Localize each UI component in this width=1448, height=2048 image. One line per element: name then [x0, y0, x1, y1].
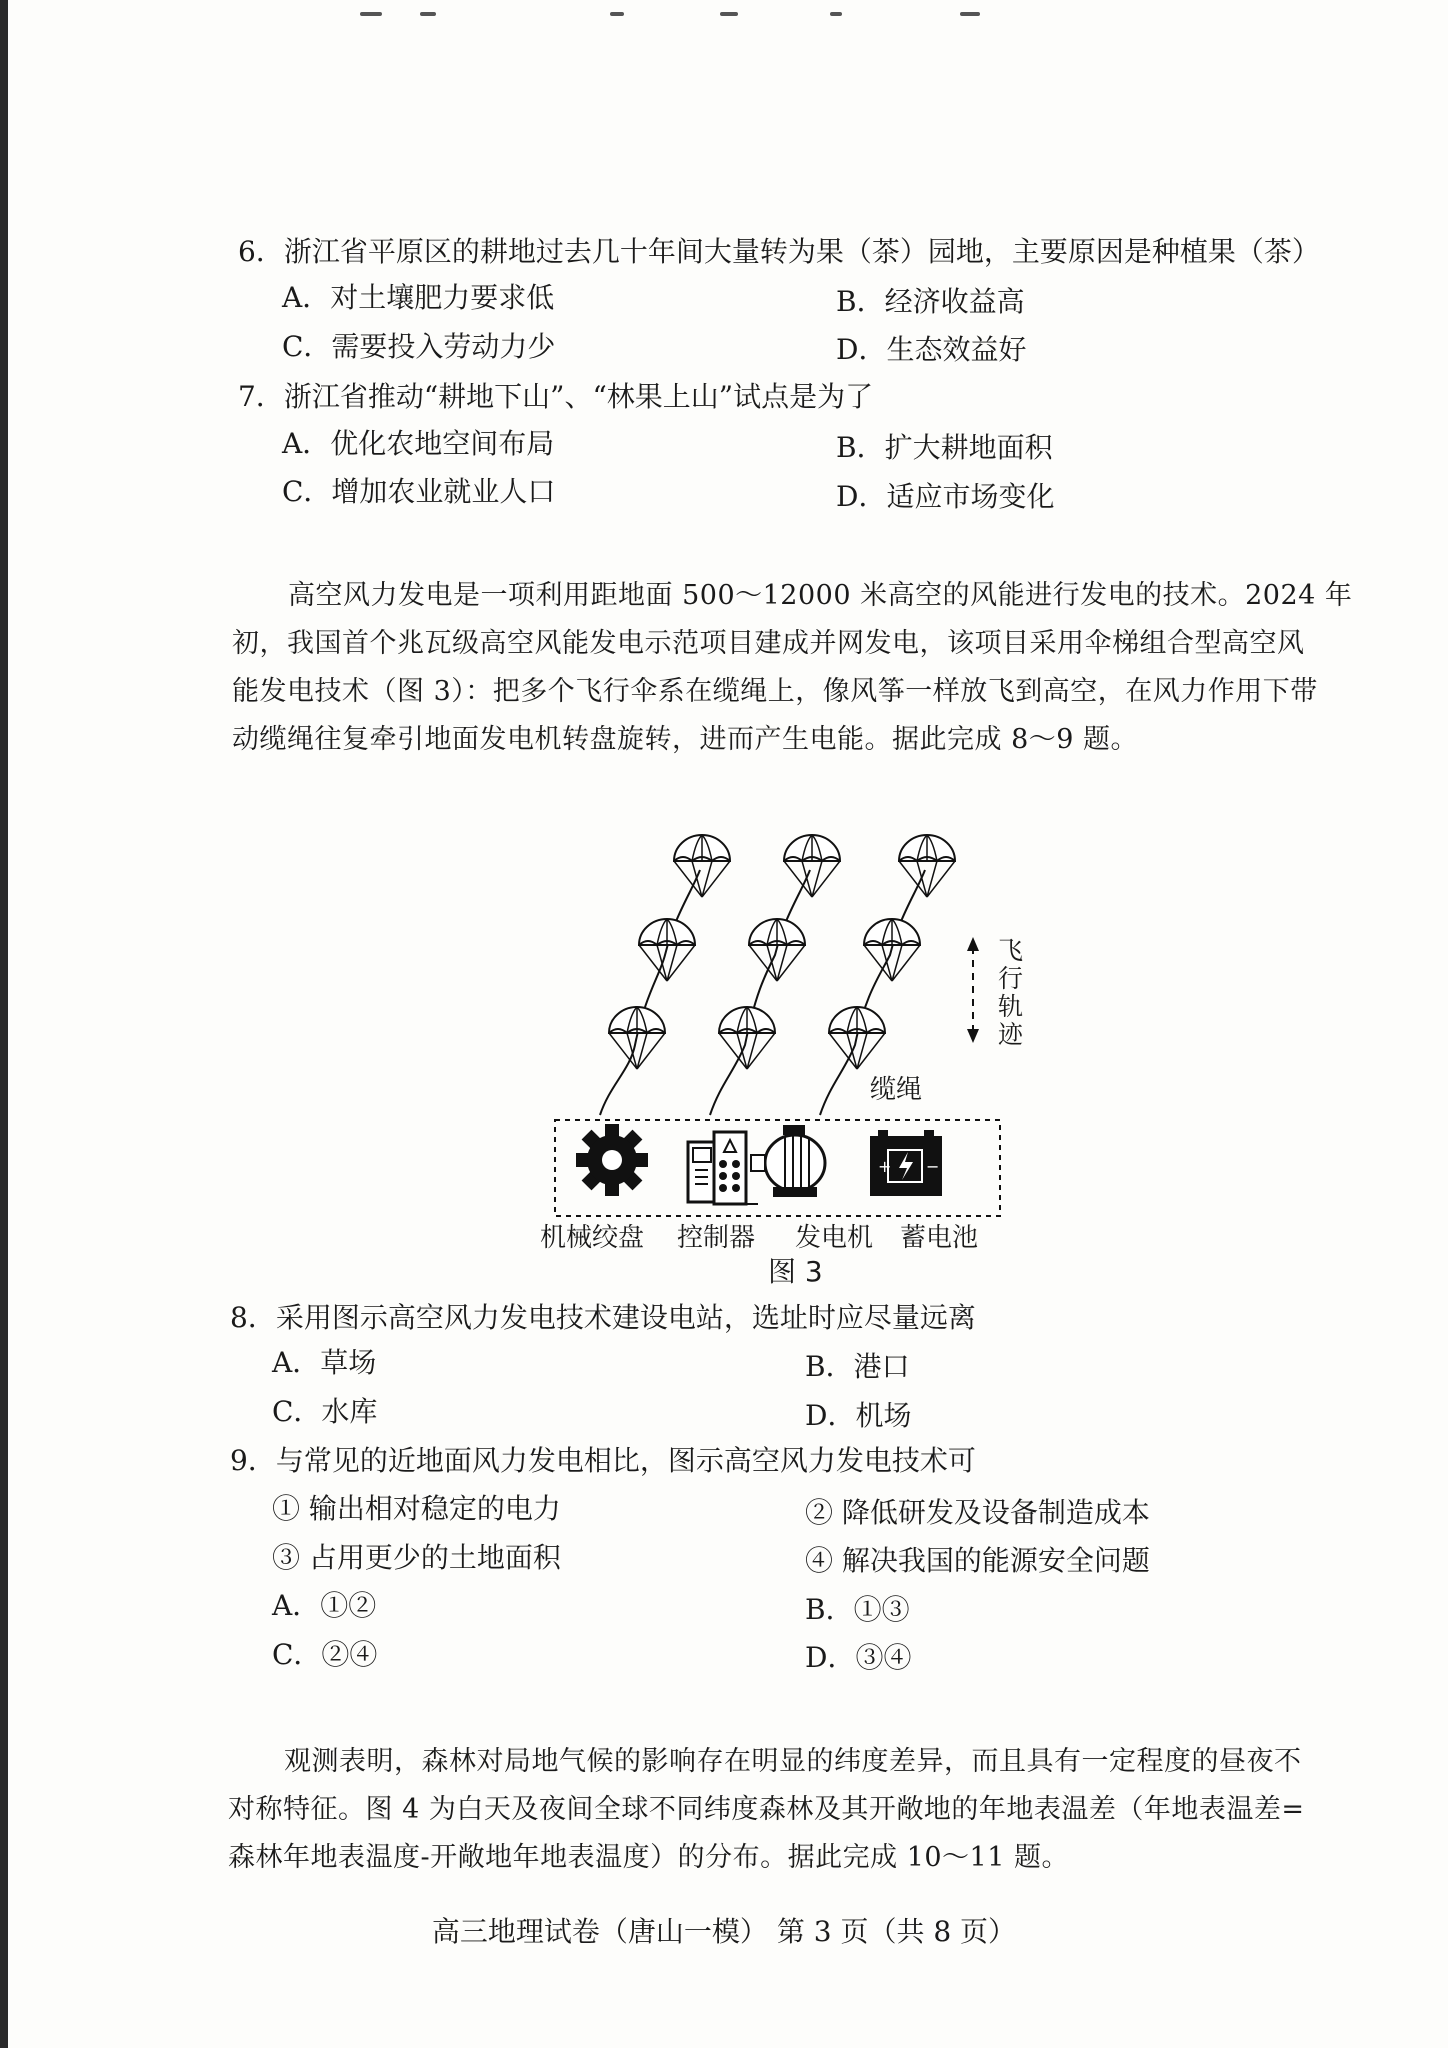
flight-trajectory-arrow — [967, 937, 979, 1043]
q9-option-a: A．①② — [272, 1589, 377, 1622]
generator-icon — [751, 1125, 825, 1197]
q6-option-c: C．需要投入劳动力少 — [282, 330, 556, 363]
parachute — [784, 835, 840, 897]
q9-option-b: B．①③ — [805, 1593, 910, 1626]
figure-3-drawing — [540, 815, 1040, 1255]
battery-icon — [870, 1130, 942, 1196]
gear-icon — [576, 1124, 648, 1196]
scan-left-edge — [0, 0, 8, 2048]
parachute — [899, 835, 955, 897]
figure-3 — [540, 815, 1040, 1255]
q7-option-b: B．扩大耕地面积 — [836, 431, 1053, 464]
q8-option-c: C．水库 — [272, 1395, 378, 1428]
passage-10-11 — [228, 1738, 1348, 1882]
q9-option-d: D．③④ — [805, 1641, 912, 1674]
q8-option-b: B．港口 — [805, 1350, 910, 1383]
figure-3-caption: 图 3 — [768, 1255, 823, 1288]
passage-8-9-line-2: 初，我国首个兆瓦级高空风能发电示范项目建成并网发电，该项目采用伞梯组合型高空风 — [232, 628, 1305, 659]
q7-option-d: D．适应市场变化 — [836, 480, 1055, 513]
q9-statement-4: ④ 解决我国的能源安全问题 — [805, 1544, 1150, 1577]
q6-option-a: A．对土壤肥力要求低 — [282, 281, 555, 314]
passage-8-9 — [232, 572, 1352, 764]
q8-option-a: A．草场 — [272, 1346, 377, 1379]
passage-8-9-line-3: 能发电技术（图 3）：把多个飞行伞系在缆绳上，像风筝一样放飞到高空，在风力作用下带 — [232, 676, 1318, 707]
passage-8-9-line-4: 动缆绳往复牵引地面发电机转盘旋转，进而产生电能。据此完成 8～9 题。 — [232, 724, 1139, 755]
q9-statement-3: ③ 占用更少的土地面积 — [272, 1541, 561, 1574]
battery-label: 蓄电池 — [900, 1223, 979, 1253]
q6-option-b: B．经济收益高 — [836, 285, 1025, 318]
q6-option-d: D．生态效益好 — [836, 333, 1027, 366]
q8-option-d: D．机场 — [805, 1399, 912, 1432]
q7-option-a: A．优化农地空间布局 — [282, 427, 555, 460]
controller-label: 控制器 — [677, 1223, 756, 1253]
svg-text:+: + — [878, 1157, 892, 1176]
question-9-stem: 9．与常见的近地面风力发电相比，图示高空风力发电技术可 — [230, 1444, 976, 1477]
winch-label: 机械绞盘 — [540, 1223, 645, 1253]
q9-statement-1: ① 输出相对稳定的电力 — [272, 1492, 561, 1525]
passage-8-9-line-1: 高空风力发电是一项利用距地面 500～12000 米高空的风能进行发电的技术。2024 年 — [288, 580, 1353, 611]
cable-label: 缆绳 — [870, 1075, 923, 1105]
passage-10-11-line-2: 对称特征。图 4 为白天及夜间全球不同纬度森林及其开敞地的年地表温差（年地表温差= — [228, 1794, 1305, 1825]
question-6-stem: 6．浙江省平原区的耕地过去几十年间大量转为果（茶）园地，主要原因是种植果（茶） — [238, 235, 1320, 268]
q9-option-c: C．②④ — [272, 1638, 378, 1671]
generator-label: 发电机 — [795, 1223, 874, 1253]
controller-icon — [688, 1132, 758, 1204]
svg-text:−: − — [926, 1157, 940, 1176]
question-7-stem: 7．浙江省推动“耕地下山”、“林果上山”试点是为了 — [238, 380, 874, 413]
page-footer: 高三地理试卷（唐山一模） 第 3 页（共 8 页） — [431, 1915, 1017, 1948]
q7-option-c: C．增加农业就业人口 — [282, 475, 556, 508]
passage-10-11-line-1: 观测表明，森林对局地气候的影响存在明显的纬度差异，而且具有一定程度的昼夜不 — [284, 1746, 1302, 1777]
flight-trajectory-label: 飞行轨迹 — [998, 936, 1024, 1049]
scan-top-specks — [360, 12, 1060, 18]
question-8-stem: 8．采用图示高空风力发电技术建设电站，选址时应尽量远离 — [230, 1301, 976, 1334]
passage-10-11-line-3: 森林年地表温度-开敞地年地表温度）的分布。据此完成 10～11 题。 — [228, 1842, 1069, 1873]
q9-statement-2: ② 降低研发及设备制造成本 — [805, 1496, 1150, 1529]
parachute — [674, 835, 730, 897]
